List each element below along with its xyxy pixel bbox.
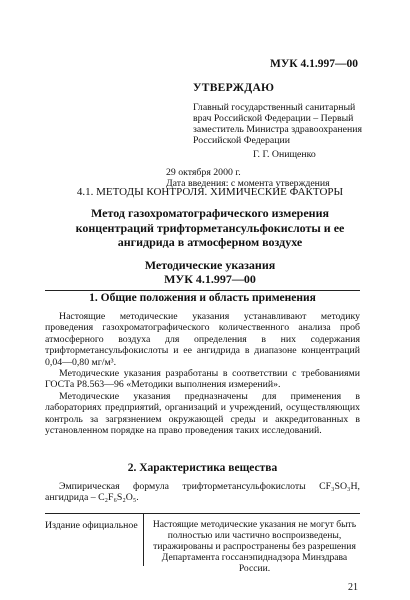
divider-top [45,290,360,291]
paragraph: Настоящие методические указания устанавливают методику проведения газохроматографического количественного анализа проб атмосферного воздуха для определения в них содержания трифторметансульфокислоты и ее ангидрида в диапазоне концентраций 0,04—0,80 мг/м³. [45,311,360,368]
document-code: МУК 4.1.997—00 [269,58,358,70]
paragraph: Методические указания предназначены для применения в лабораториях предприятий, организаций и учреждений, осуществляющих контроль за загрязнением окружающей среды и аккредитованных в установленном порядке на право проведения таких исследований. [45,390,360,437]
guidelines-block [60,258,360,286]
section-1-body [45,311,360,436]
section-2-heading: 2. Характеристика вещества [127,462,278,474]
official-edition-label: Издание официальное [45,520,138,531]
vertical-divider [143,514,144,566]
approval-date: 29 октября 2000 г. [166,167,241,178]
paragraph: Методические указания разработаны в соответствии с требованиями ГОСТа Р8.563—96 «Методики выполнения измерений». [45,368,360,391]
section-1-heading: 1. Общие положения и область применения [89,292,316,304]
approver-title: Главный государственный санитарный врач Российской Федерации – Первый заместитель Министра здравоохранения Российской Федерации [193,102,362,146]
approval-heading: УТВЕРЖДАЮ [193,82,275,94]
document-title: Метод газохроматографического измерения концентраций трифторметансульфокислоты и ее ангидрида в атмосферном воздухе [75,206,345,249]
approval-block [166,82,373,189]
section-heading: 4.1. МЕТОДЫ КОНТРОЛЯ. ХИМИЧЕСКИЕ ФАКТОРЫ [76,186,344,198]
paragraph: Эмпирическая формула трифторметансульфокислоты CF₃SO₃H, ангидрида – C₂F₆S₂O₅. [45,481,360,504]
approver-name: Г. Г. Онищенко [253,149,316,160]
guidelines-code: МУК 4.1.997—00 [164,272,256,286]
page-number: 21 [348,582,358,593]
divider-bottom [45,513,360,514]
copyright-notice: Настоящие методические указания не могут быть полностью или частично воспроизведены, тиражированы и распространены без разрешения Департамента госсанэпиднадзора Минздрава России. [152,519,357,574]
section-2-body [45,481,360,504]
guidelines-label: Методические указания [144,258,276,272]
introduction-date: Дата введения: с момента утверждения [166,178,330,189]
